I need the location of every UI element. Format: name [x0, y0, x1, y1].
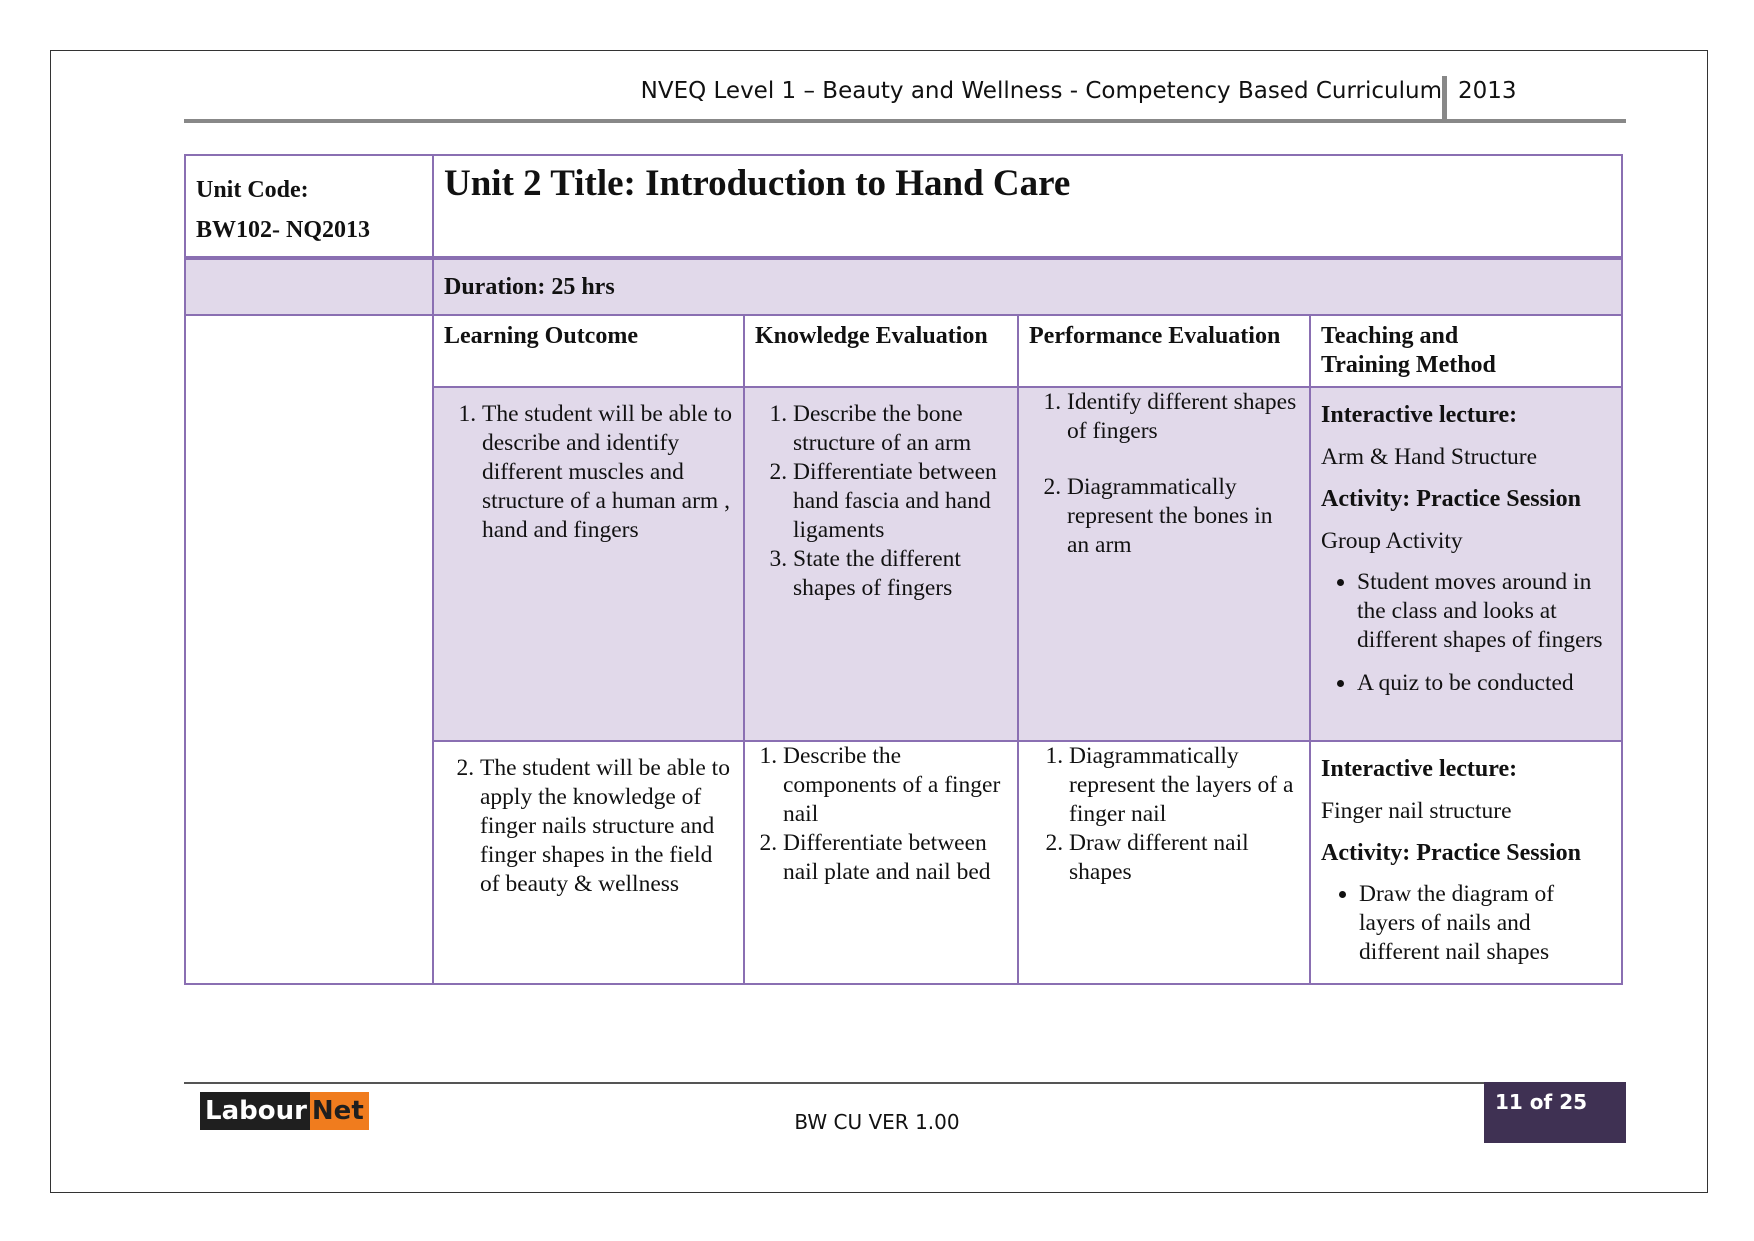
- learning-outcome-list: [444, 754, 733, 899]
- performance-cell: [1018, 387, 1310, 741]
- learning-outcome-cell: [433, 387, 744, 741]
- list-item: 2. Draw different nail shapes: [1069, 829, 1299, 887]
- page-number-badge: [1484, 1082, 1626, 1143]
- col-header-knowledge-text: Knowledge Evaluation: [755, 323, 988, 349]
- knowledge-cell: [744, 741, 1018, 984]
- list-item: • Draw the diagram of layers of nails and different nail shapes: [1359, 880, 1611, 967]
- header-separator: [1442, 76, 1447, 119]
- learning-outcome-cell: [433, 741, 744, 984]
- performance-cell: [1018, 741, 1310, 984]
- knowledge-cell: [744, 387, 1018, 741]
- duration-blank-cell: [185, 258, 433, 315]
- unit-title-row: [185, 155, 1622, 258]
- list-item: 1. Identify different shapes of fingers: [1067, 388, 1299, 446]
- list-item: 2. The student will be able to apply the knowledge of finger nails structure and finger shapes in the field of beauty & wellness: [480, 754, 733, 899]
- activity-bullets: [1321, 568, 1611, 698]
- activity-label: Activity: Practice Session: [1321, 840, 1581, 866]
- list-item: 3. State the different shapes of fingers: [793, 545, 1007, 603]
- header-year: 2013: [1458, 78, 1517, 104]
- logo-text-labour: Labour: [200, 1092, 310, 1130]
- col-header-teaching-line1: Teaching and: [1321, 323, 1459, 349]
- col-header-performance-text: Performance Evaluation: [1029, 323, 1281, 349]
- list-item: 1. Diagrammatically represent the layers of a finger nail: [1069, 742, 1299, 829]
- list-item: 2. Diagrammatically represent the bones in an arm: [1067, 473, 1299, 560]
- performance-list: [1029, 388, 1299, 560]
- logo-text-net: Net: [310, 1092, 369, 1130]
- col-header-knowledge: [744, 315, 1018, 387]
- unit-table: [184, 154, 1623, 985]
- teaching-cell: [1310, 741, 1622, 984]
- col-header-teaching-line2: Training Method: [1321, 352, 1496, 378]
- column-header-row: [185, 315, 1622, 387]
- activity-label: Activity: Practice Session: [1321, 486, 1581, 512]
- unit-code-label: Unit Code:: [196, 177, 309, 203]
- learning-outcome-list: [444, 400, 733, 545]
- unit-title: Unit 2 Title: Introduction to Hand Care: [444, 163, 1071, 204]
- list-item: 1. Describe the bone structure of an arm: [793, 400, 1007, 458]
- list-item: • Student moves around in the class and looks at different shapes of fingers: [1357, 568, 1611, 655]
- unit-code-value: BW102- NQ2013: [196, 217, 370, 243]
- lecture-topic: Arm & Hand Structure: [1321, 444, 1538, 470]
- header-title: NVEQ Level 1 – Beauty and Wellness - Competency Based Curriculum: [640, 78, 1442, 104]
- header-rule: [184, 119, 1626, 123]
- footer-rule: [184, 1082, 1626, 1084]
- list-item: • A quiz to be conducted: [1357, 669, 1611, 698]
- footer-version: BW CU VER 1.00: [794, 1110, 960, 1134]
- left-blank-cell: [185, 315, 433, 984]
- list-item: 1. The student will be able to describe and identify different muscles and structure of a human arm , hand and fingers: [482, 400, 733, 545]
- performance-list: [1029, 742, 1299, 887]
- duration-cell: [433, 258, 1622, 315]
- col-header-learning-outcome: [433, 315, 744, 387]
- lecture-label: Interactive lecture:: [1321, 402, 1518, 428]
- col-header-teaching: [1310, 315, 1622, 387]
- activity-bullets: [1321, 880, 1611, 967]
- lecture-label: Interactive lecture:: [1321, 756, 1518, 782]
- col-header-learning-outcome-text: Learning Outcome: [444, 323, 638, 349]
- duration-label: Duration: 25 hrs: [444, 274, 615, 300]
- page-number: 11 of 25: [1495, 1090, 1588, 1114]
- activity-type: Group Activity: [1321, 528, 1463, 554]
- duration-row: [185, 258, 1622, 315]
- unit-code-cell: [185, 155, 433, 258]
- unit-title-cell: [433, 155, 1622, 258]
- list-item: 1. Describe the components of a finger nail: [783, 742, 1007, 829]
- lecture-topic: Finger nail structure: [1321, 798, 1512, 824]
- teaching-cell: [1310, 387, 1622, 741]
- list-item: 2. Differentiate between nail plate and nail bed: [783, 829, 1007, 887]
- col-header-performance: [1018, 315, 1310, 387]
- list-item: 2. Differentiate between hand fascia and hand ligaments: [793, 458, 1007, 545]
- knowledge-list: [755, 400, 1007, 603]
- knowledge-list: [755, 742, 1007, 887]
